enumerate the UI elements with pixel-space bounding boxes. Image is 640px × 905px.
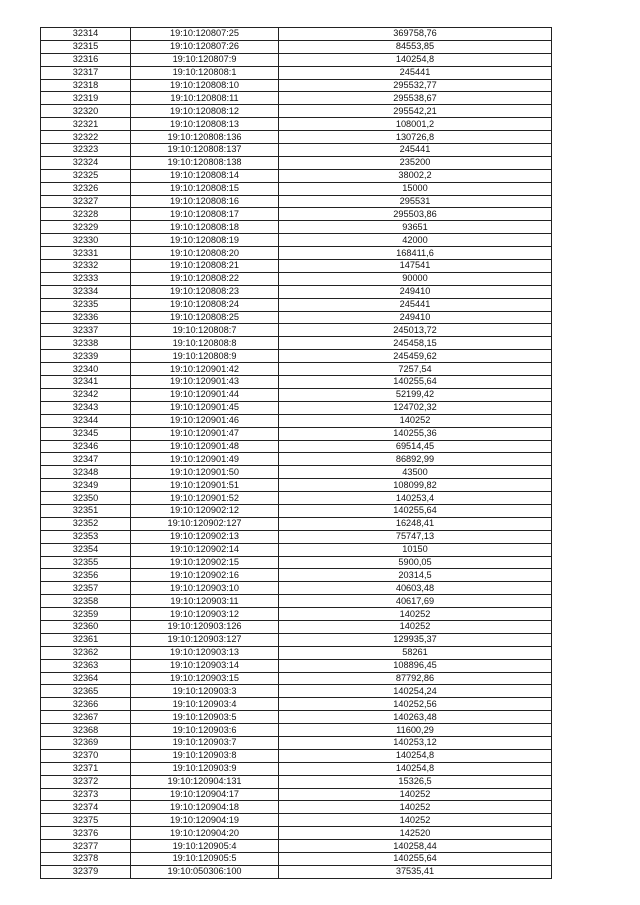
row-number-cell: 32358	[41, 595, 131, 608]
row-number-cell: 32345	[41, 427, 131, 440]
table-row	[41, 208, 552, 221]
table-row	[41, 40, 552, 53]
cadastral-number-cell: 19:10:120905:5	[131, 853, 279, 866]
value-cell: 140254,24	[279, 685, 552, 698]
cadastral-number-cell: 19:10:120808:1	[131, 66, 279, 79]
table-row	[41, 479, 552, 492]
cadastral-number-cell: 19:10:120808:11	[131, 92, 279, 105]
row-number-cell: 32379	[41, 865, 131, 878]
value-cell: 140252	[279, 608, 552, 621]
row-number-cell: 32359	[41, 608, 131, 621]
value-cell: 295532,77	[279, 79, 552, 92]
value-cell: 168411,6	[279, 247, 552, 260]
value-cell: 140252	[279, 814, 552, 827]
cadastral-number-cell: 19:10:120808:12	[131, 105, 279, 118]
table-row	[41, 517, 552, 530]
value-cell: 140255,36	[279, 427, 552, 440]
cadastral-number-cell: 19:10:120901:50	[131, 466, 279, 479]
cadastral-number-cell: 19:10:120901:45	[131, 401, 279, 414]
cadastral-number-cell: 19:10:120903:7	[131, 736, 279, 749]
row-number-cell: 32376	[41, 827, 131, 840]
value-cell: 245459,62	[279, 350, 552, 363]
row-number-cell: 32360	[41, 620, 131, 633]
cadastral-number-cell: 19:10:120808:136	[131, 131, 279, 144]
table-row	[41, 556, 552, 569]
cadastral-number-cell: 19:10:120902:16	[131, 569, 279, 582]
row-number-cell: 32340	[41, 363, 131, 376]
table-row	[41, 28, 552, 41]
value-cell: 245441	[279, 298, 552, 311]
value-cell: 87792,86	[279, 672, 552, 685]
row-number-cell: 32342	[41, 388, 131, 401]
table-row	[41, 414, 552, 427]
row-number-cell: 32375	[41, 814, 131, 827]
table-row	[41, 492, 552, 505]
row-number-cell: 32330	[41, 234, 131, 247]
row-number-cell: 32322	[41, 131, 131, 144]
value-cell: 75747,13	[279, 530, 552, 543]
cadastral-number-cell: 19:10:120901:42	[131, 363, 279, 376]
row-number-cell: 32372	[41, 775, 131, 788]
cadastral-number-cell: 19:10:120901:43	[131, 376, 279, 389]
cadastral-number-cell: 19:10:120808:9	[131, 350, 279, 363]
table-row	[41, 337, 552, 350]
table-row	[41, 401, 552, 414]
table-row	[41, 466, 552, 479]
cadastral-number-cell: 19:10:120903:5	[131, 711, 279, 724]
value-cell: 140255,64	[279, 853, 552, 866]
cadastral-number-cell: 19:10:120808:23	[131, 285, 279, 298]
table-row	[41, 504, 552, 517]
table-row	[41, 827, 552, 840]
table-body	[41, 28, 552, 879]
row-number-cell: 32352	[41, 517, 131, 530]
table-row	[41, 543, 552, 556]
value-cell: 295542,21	[279, 105, 552, 118]
value-cell: 142520	[279, 827, 552, 840]
value-cell: 140254,8	[279, 53, 552, 66]
table-row	[41, 105, 552, 118]
cadastral-number-cell: 19:10:120903:127	[131, 633, 279, 646]
row-number-cell: 32361	[41, 633, 131, 646]
value-cell: 108896,45	[279, 659, 552, 672]
row-number-cell: 32314	[41, 28, 131, 41]
row-number-cell: 32365	[41, 685, 131, 698]
value-cell: 69514,45	[279, 440, 552, 453]
cadastral-number-cell: 19:10:120808:18	[131, 221, 279, 234]
value-cell: 140252,56	[279, 698, 552, 711]
row-number-cell: 32369	[41, 736, 131, 749]
row-number-cell: 32325	[41, 169, 131, 182]
cadastral-number-cell: 19:10:120903:126	[131, 620, 279, 633]
value-cell: 245013,72	[279, 324, 552, 337]
table-row	[41, 569, 552, 582]
cadastral-number-cell: 19:10:120808:8	[131, 337, 279, 350]
cadastral-number-cell: 19:10:120903:15	[131, 672, 279, 685]
cadastral-number-cell: 19:10:120902:127	[131, 517, 279, 530]
row-number-cell: 32357	[41, 582, 131, 595]
row-number-cell: 32331	[41, 247, 131, 260]
row-number-cell: 32364	[41, 672, 131, 685]
value-cell: 93651	[279, 221, 552, 234]
value-cell: 140255,64	[279, 504, 552, 517]
value-cell: 90000	[279, 272, 552, 285]
cadastral-number-cell: 19:10:120902:14	[131, 543, 279, 556]
row-number-cell: 32346	[41, 440, 131, 453]
table-row	[41, 388, 552, 401]
value-cell: 140254,8	[279, 749, 552, 762]
table-row	[41, 92, 552, 105]
table-row	[41, 633, 552, 646]
table-row	[41, 376, 552, 389]
table-row	[41, 530, 552, 543]
cadastral-number-cell: 19:10:120808:17	[131, 208, 279, 221]
cadastral-number-cell: 19:10:120904:19	[131, 814, 279, 827]
value-cell: 5900,05	[279, 556, 552, 569]
cadastral-number-cell: 19:10:120901:48	[131, 440, 279, 453]
value-cell: 140254,8	[279, 762, 552, 775]
value-cell: 249410	[279, 311, 552, 324]
table-row	[41, 363, 552, 376]
row-number-cell: 32356	[41, 569, 131, 582]
cadastral-number-cell: 19:10:120903:12	[131, 608, 279, 621]
cadastral-number-cell: 19:10:120807:26	[131, 40, 279, 53]
value-cell: 140253,4	[279, 492, 552, 505]
table-row	[41, 66, 552, 79]
value-cell: 129935,37	[279, 633, 552, 646]
cadastral-number-cell: 19:10:120903:14	[131, 659, 279, 672]
cadastral-number-cell: 19:10:050306:100	[131, 865, 279, 878]
row-number-cell: 32315	[41, 40, 131, 53]
table-row	[41, 646, 552, 659]
value-cell: 140253,12	[279, 736, 552, 749]
value-cell: 124702,32	[279, 401, 552, 414]
cadastral-number-cell: 19:10:120903:9	[131, 762, 279, 775]
table-row	[41, 711, 552, 724]
value-cell: 245441	[279, 144, 552, 157]
value-cell: 147541	[279, 260, 552, 273]
table-row	[41, 749, 552, 762]
value-cell: 249410	[279, 285, 552, 298]
cadastral-number-cell: 19:10:120808:10	[131, 79, 279, 92]
row-number-cell: 32336	[41, 311, 131, 324]
value-cell: 108001,2	[279, 118, 552, 131]
table-row	[41, 144, 552, 157]
table-row	[41, 840, 552, 853]
table-row	[41, 672, 552, 685]
cadastral-number-cell: 19:10:120808:19	[131, 234, 279, 247]
row-number-cell: 32351	[41, 504, 131, 517]
table-row	[41, 298, 552, 311]
row-number-cell: 32370	[41, 749, 131, 762]
row-number-cell: 32339	[41, 350, 131, 363]
row-number-cell: 32332	[41, 260, 131, 273]
table-row	[41, 182, 552, 195]
value-cell: 15000	[279, 182, 552, 195]
row-number-cell: 32367	[41, 711, 131, 724]
row-number-cell: 32341	[41, 376, 131, 389]
value-cell: 140252	[279, 414, 552, 427]
table-row	[41, 659, 552, 672]
table-row	[41, 595, 552, 608]
row-number-cell: 32334	[41, 285, 131, 298]
table-row	[41, 620, 552, 633]
row-number-cell: 32320	[41, 105, 131, 118]
table-row	[41, 79, 552, 92]
table-row	[41, 775, 552, 788]
value-cell: 140263,48	[279, 711, 552, 724]
row-number-cell: 32327	[41, 195, 131, 208]
row-number-cell: 32363	[41, 659, 131, 672]
cadastral-number-cell: 19:10:120808:7	[131, 324, 279, 337]
cadastral-number-cell: 19:10:120901:49	[131, 453, 279, 466]
cadastral-number-cell: 19:10:120808:24	[131, 298, 279, 311]
row-number-cell: 32333	[41, 272, 131, 285]
row-number-cell: 32316	[41, 53, 131, 66]
table-row	[41, 169, 552, 182]
table-row	[41, 260, 552, 273]
cadastral-number-cell: 19:10:120901:44	[131, 388, 279, 401]
value-cell: 108099,82	[279, 479, 552, 492]
row-number-cell: 32347	[41, 453, 131, 466]
table-row	[41, 736, 552, 749]
value-cell: 86892,99	[279, 453, 552, 466]
value-cell: 7257,54	[279, 363, 552, 376]
cadastral-number-cell: 19:10:120808:13	[131, 118, 279, 131]
cadastral-number-cell: 19:10:120808:21	[131, 260, 279, 273]
table-row	[41, 865, 552, 878]
cadastral-number-cell: 19:10:120901:47	[131, 427, 279, 440]
value-cell: 295531	[279, 195, 552, 208]
table-row	[41, 801, 552, 814]
cadastral-number-cell: 19:10:120808:25	[131, 311, 279, 324]
value-cell: 84553,85	[279, 40, 552, 53]
value-cell: 42000	[279, 234, 552, 247]
value-cell: 235200	[279, 156, 552, 169]
table-row	[41, 427, 552, 440]
row-number-cell: 32343	[41, 401, 131, 414]
cadastral-number-cell: 19:10:120808:20	[131, 247, 279, 260]
table-row	[41, 762, 552, 775]
row-number-cell: 32318	[41, 79, 131, 92]
row-number-cell: 32326	[41, 182, 131, 195]
cadastral-number-cell: 19:10:120902:12	[131, 504, 279, 517]
value-cell: 10150	[279, 543, 552, 556]
table-row	[41, 853, 552, 866]
table-row	[41, 272, 552, 285]
row-number-cell: 32362	[41, 646, 131, 659]
table-row	[41, 453, 552, 466]
row-number-cell: 32374	[41, 801, 131, 814]
value-cell: 15326,5	[279, 775, 552, 788]
table-row	[41, 221, 552, 234]
row-number-cell: 32328	[41, 208, 131, 221]
row-number-cell: 32344	[41, 414, 131, 427]
value-cell: 38002,2	[279, 169, 552, 182]
cadastral-number-cell: 19:10:120903:13	[131, 646, 279, 659]
row-number-cell: 32329	[41, 221, 131, 234]
value-cell: 140258,44	[279, 840, 552, 853]
value-cell: 52199,42	[279, 388, 552, 401]
value-cell: 140255,64	[279, 376, 552, 389]
row-number-cell: 32373	[41, 788, 131, 801]
value-cell: 295538,67	[279, 92, 552, 105]
cadastral-number-cell: 19:10:120808:138	[131, 156, 279, 169]
value-cell: 295503,86	[279, 208, 552, 221]
cadastral-number-cell: 19:10:120901:51	[131, 479, 279, 492]
row-number-cell: 32377	[41, 840, 131, 853]
cadastral-number-cell: 19:10:120808:14	[131, 169, 279, 182]
row-number-cell: 32378	[41, 853, 131, 866]
cadastral-number-cell: 19:10:120903:8	[131, 749, 279, 762]
table-row	[41, 582, 552, 595]
value-cell: 245458,15	[279, 337, 552, 350]
cadastral-number-cell: 19:10:120904:17	[131, 788, 279, 801]
cadastral-number-cell: 19:10:120901:52	[131, 492, 279, 505]
value-cell: 20314,5	[279, 569, 552, 582]
cadastral-number-cell: 19:10:120808:15	[131, 182, 279, 195]
table-row	[41, 118, 552, 131]
table-row	[41, 156, 552, 169]
cadastral-number-cell: 19:10:120904:131	[131, 775, 279, 788]
row-number-cell: 32368	[41, 724, 131, 737]
document-page	[40, 27, 551, 879]
table-row	[41, 285, 552, 298]
table-row	[41, 234, 552, 247]
cadastral-number-cell: 19:10:120901:46	[131, 414, 279, 427]
row-number-cell: 32323	[41, 144, 131, 157]
row-number-cell: 32337	[41, 324, 131, 337]
table-row	[41, 311, 552, 324]
row-number-cell: 32353	[41, 530, 131, 543]
row-number-cell: 32319	[41, 92, 131, 105]
row-number-cell: 32349	[41, 479, 131, 492]
table-row	[41, 814, 552, 827]
cadastral-number-cell: 19:10:120902:13	[131, 530, 279, 543]
value-cell: 37535,41	[279, 865, 552, 878]
cadastral-number-cell: 19:10:120808:16	[131, 195, 279, 208]
cadastral-number-cell: 19:10:120902:15	[131, 556, 279, 569]
row-number-cell: 32324	[41, 156, 131, 169]
value-cell: 140252	[279, 788, 552, 801]
value-cell: 11600,29	[279, 724, 552, 737]
row-number-cell: 32335	[41, 298, 131, 311]
row-number-cell: 32338	[41, 337, 131, 350]
cadastral-number-cell: 19:10:120903:11	[131, 595, 279, 608]
table-row	[41, 608, 552, 621]
cadastral-number-cell: 19:10:120807:25	[131, 28, 279, 41]
cadastral-number-cell: 19:10:120904:20	[131, 827, 279, 840]
row-number-cell: 32348	[41, 466, 131, 479]
cadastral-number-cell: 19:10:120903:10	[131, 582, 279, 595]
cadastral-number-cell: 19:10:120808:22	[131, 272, 279, 285]
table-row	[41, 131, 552, 144]
table-row	[41, 788, 552, 801]
cadastral-number-cell: 19:10:120808:137	[131, 144, 279, 157]
row-number-cell: 32366	[41, 698, 131, 711]
cadastral-number-cell: 19:10:120903:6	[131, 724, 279, 737]
row-number-cell: 32354	[41, 543, 131, 556]
value-cell: 43500	[279, 466, 552, 479]
cadastral-number-cell: 19:10:120903:4	[131, 698, 279, 711]
table-row	[41, 350, 552, 363]
value-cell: 245441	[279, 66, 552, 79]
value-cell: 16248,41	[279, 517, 552, 530]
value-cell: 40617,69	[279, 595, 552, 608]
row-number-cell: 32371	[41, 762, 131, 775]
table-row	[41, 698, 552, 711]
cadastral-number-cell: 19:10:120904:18	[131, 801, 279, 814]
value-cell: 40603,48	[279, 582, 552, 595]
row-number-cell: 32355	[41, 556, 131, 569]
cadastral-number-cell: 19:10:120905:4	[131, 840, 279, 853]
table-row	[41, 440, 552, 453]
value-cell: 140252	[279, 801, 552, 814]
table-row	[41, 324, 552, 337]
table-row	[41, 685, 552, 698]
table-row	[41, 724, 552, 737]
row-number-cell: 32350	[41, 492, 131, 505]
row-number-cell: 32321	[41, 118, 131, 131]
value-cell: 140252	[279, 620, 552, 633]
value-cell: 369758,76	[279, 28, 552, 41]
value-cell: 130726,8	[279, 131, 552, 144]
row-number-cell: 32317	[41, 66, 131, 79]
cadastral-number-cell: 19:10:120807:9	[131, 53, 279, 66]
table-row	[41, 247, 552, 260]
value-cell: 58261	[279, 646, 552, 659]
cadastral-number-cell: 19:10:120903:3	[131, 685, 279, 698]
table-row	[41, 53, 552, 66]
table-row	[41, 195, 552, 208]
data-table	[40, 27, 552, 879]
